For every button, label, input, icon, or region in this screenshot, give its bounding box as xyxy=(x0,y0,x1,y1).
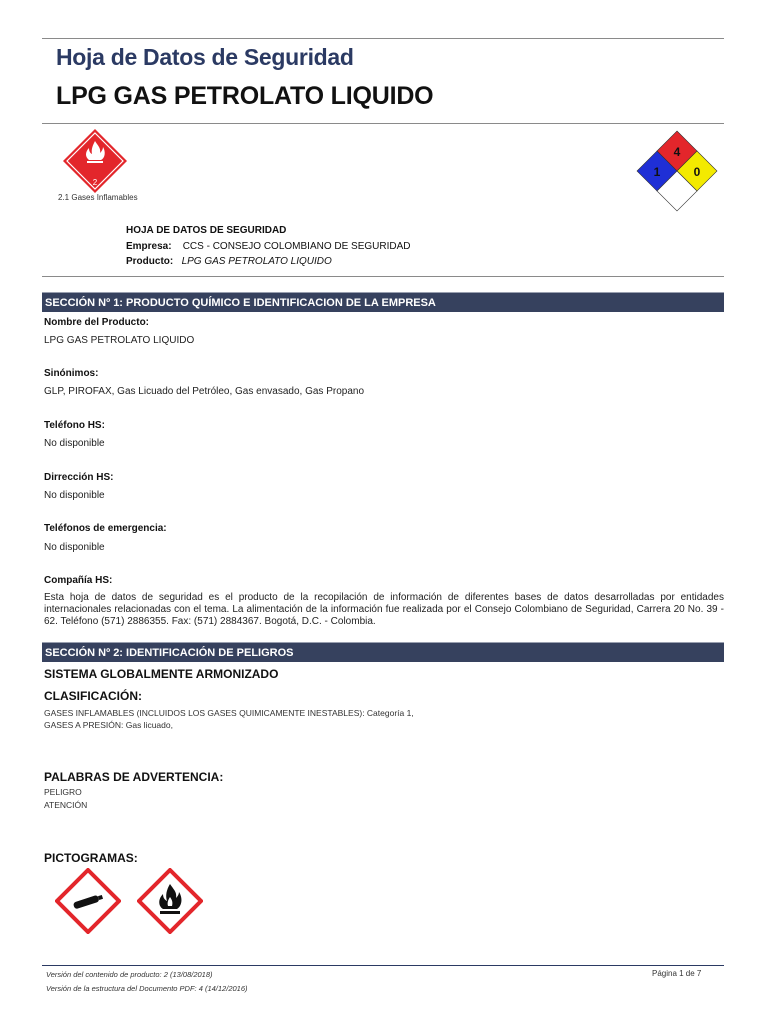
empresa-label: Empresa: xyxy=(126,241,172,252)
page-number: Página 1 de 7 xyxy=(652,969,702,978)
address-hs-label: Dirrección HS: xyxy=(44,472,114,483)
classification-line-1: GASES INFLAMABLES (INCLUIDOS LOS GASES QUIMICAMENTE INESTABLES): Categoría 1, xyxy=(44,708,414,718)
document-type-title: Hoja de Datos de Seguridad xyxy=(56,44,354,70)
nfpa-flammability-value: 4 xyxy=(673,145,681,159)
phone-hs-label: Teléfono HS: xyxy=(44,420,105,431)
emergency-phones-label: Teléfonos de emergencia: xyxy=(44,523,167,534)
section-1-header: SECCIÓN Nº 1: PRODUCTO QUÍMICO E IDENTIFICACION DE LA EMPRESA xyxy=(42,292,724,312)
empresa-row xyxy=(126,241,411,252)
empresa-value: CCS - CONSEJO COLOMBIANO DE SEGURIDAD xyxy=(182,241,411,252)
hazard-class-number: 2 xyxy=(92,178,98,187)
product-title: LPG GAS PETROLATO LIQUIDO xyxy=(56,82,434,110)
producto-row xyxy=(126,256,332,267)
nfpa-diamond xyxy=(636,130,718,212)
company-hs-label: Compañía HS: xyxy=(44,575,113,586)
hazard-label-caption: 2.1 Gases Inflamables xyxy=(58,193,138,202)
pictograms-label: PICTOGRAMAS: xyxy=(44,851,138,865)
info-heading: HOJA DE DATOS DE SEGURIDAD xyxy=(126,225,287,236)
flammable-gas-hazard-label xyxy=(62,128,128,194)
footer-rule xyxy=(42,965,724,966)
flammable-pictogram xyxy=(137,868,203,934)
warning-word-2: ATENCIÓN xyxy=(44,800,88,810)
producto-label: Producto: xyxy=(126,256,174,267)
producto-value: LPG GAS PETROLATO LIQUIDO xyxy=(181,256,332,267)
phone-hs-value: No disponible xyxy=(44,438,105,449)
section-2-header: SECCIÓN Nº 2: IDENTIFICACIÓN DE PELIGROS xyxy=(42,642,724,662)
warning-word-1: PELIGRO xyxy=(44,787,82,797)
product-name-value: LPG GAS PETROLATO LIQUIDO xyxy=(44,335,195,346)
info-rule xyxy=(42,276,724,277)
top-rule xyxy=(42,38,724,39)
gas-cylinder-pictogram xyxy=(55,868,121,934)
header-rule xyxy=(42,123,724,124)
content-version: Versión del contenido de producto: 2 (13/08/2018) xyxy=(46,970,213,979)
classification-label: CLASIFICACIÓN: xyxy=(44,689,142,703)
structure-version: Versión de la estructura del Documento PDF: 4 (14/12/2016) xyxy=(46,984,248,993)
nfpa-health-value: 1 xyxy=(653,165,661,179)
emergency-phones-value: No disponible xyxy=(44,542,105,553)
company-hs-value: Esta hoja de datos de seguridad es el producto de la recopilación de información de diferentes bases de datos desarrolladas por entidades internacionales relacionadas con el tema. La alimentación de la información fue realizada por el Consejo Colombiano de Seguridad, Carrera 20 No. 39 - 62. Teléfono (571) 2886355. Fax: (571) 2884367. Bogotá, D.C. - Colombia. xyxy=(44,592,724,627)
nfpa-reactivity-value: 0 xyxy=(693,165,701,179)
synonyms-value: GLP, PIROFAX, Gas Licuado del Petróleo, Gas envasado, Gas Propano xyxy=(44,386,364,397)
address-hs-value: No disponible xyxy=(44,490,105,501)
classification-line-2: GASES A PRESIÓN: Gas licuado, xyxy=(44,720,173,730)
synonyms-label: Sinónimos: xyxy=(44,368,99,379)
ghs-subtitle: SISTEMA GLOBALMENTE ARMONIZADO xyxy=(44,667,279,681)
warning-words-label: PALABRAS DE ADVERTENCIA: xyxy=(44,770,224,784)
product-name-label: Nombre del Producto: xyxy=(44,317,150,328)
